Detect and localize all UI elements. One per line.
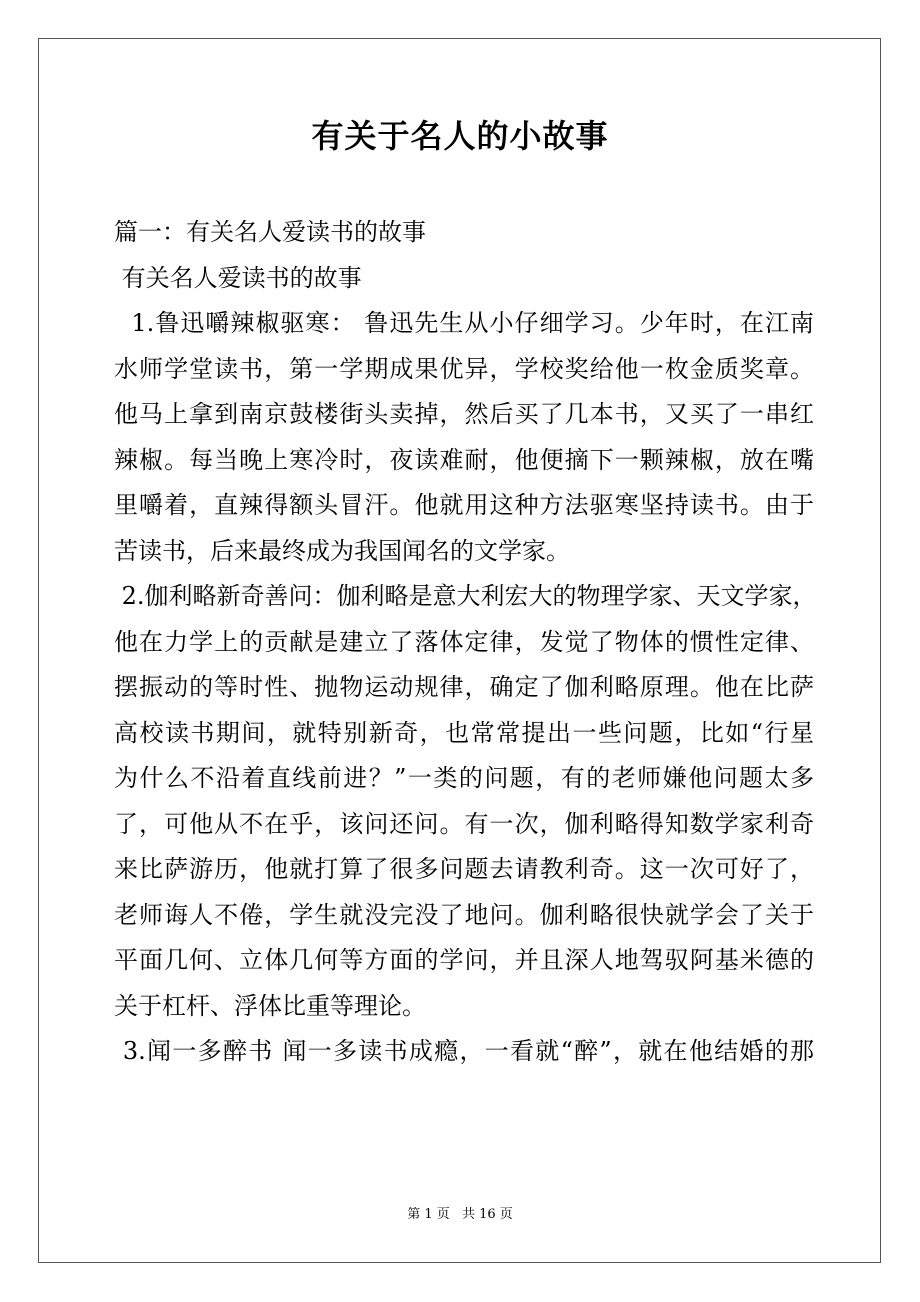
paragraph-line: 苦读书，后来最终成为我国闻名的文学家。 <box>114 536 570 565</box>
paragraph-line: 了，可他从不在乎，该问还问。有一次，伽利略得知数学家利奇 <box>114 809 814 838</box>
paragraph-line: 为什么不沿着直线前进？”一类的问题，有的老师嫌他问题太多 <box>114 764 814 792</box>
subheading: 有关名人爱读书的故事 <box>114 263 362 292</box>
paragraph-line: 2.伽利略新奇善问：伽利略是意大利宏大的物理学家、天文学家， <box>114 582 817 610</box>
section-heading: 篇一：有关名人爱读书的故事 <box>114 218 426 246</box>
paragraph-line: 老师诲人不倦，学生就没完没了地问。伽利略很快就学会了关于 <box>114 900 814 929</box>
paragraph-line: 他马上拿到南京鼓楼街头卖掉，然后买了几本书，又买了一串红 <box>114 400 814 428</box>
paragraph-line: 1.鲁迅嚼辣椒驱寒： 鲁迅先生从小仔细学习。少年时，在江南 <box>114 309 814 337</box>
paragraph-line: 他在力学上的贡献是建立了落体定律，发觉了物体的惯性定律、 <box>114 627 814 656</box>
paragraph-line: 摆振动的等时性、抛物运动规律，确定了伽利略原理。他在比萨 <box>114 673 814 701</box>
paragraph-line: 辣椒。每当晚上寒冷时，夜读难耐，他便摘下一颗辣椒，放在嘴 <box>114 445 814 474</box>
document-body <box>114 210 817 1075</box>
paragraph-line: 关于杠杆、浮体比重等理论。 <box>114 991 426 1020</box>
page-footer <box>0 1205 920 1225</box>
page-total: 共 16 页 <box>461 1207 513 1222</box>
paragraph-line: 高校读书期间，就特别新奇，也常常提出一些问题，比如“行星 <box>114 718 814 747</box>
page-number: 第 1 页 <box>407 1207 450 1222</box>
paragraph-line: 里嚼着，直辣得额头冒汗。他就用这种方法驱寒坚持读书。由于 <box>114 491 814 519</box>
paragraph-line: 3.闻一多醉书 闻一多读书成瘾，一看就“醉”，就在他结婚的那 <box>114 1037 814 1065</box>
document-title: 有关于名人的小故事 <box>311 117 609 155</box>
paragraph-line: 来比萨游历，他就打算了很多问题去请教利奇。这一次可好了， <box>114 855 814 883</box>
paragraph-line: 水师学堂读书，第一学期成果优异，学校奖给他一枚金质奖章。 <box>114 354 814 383</box>
paragraph-line: 平面几何、立体几何等方面的学问，并且深人地驾驭阿基米德的 <box>114 946 814 974</box>
